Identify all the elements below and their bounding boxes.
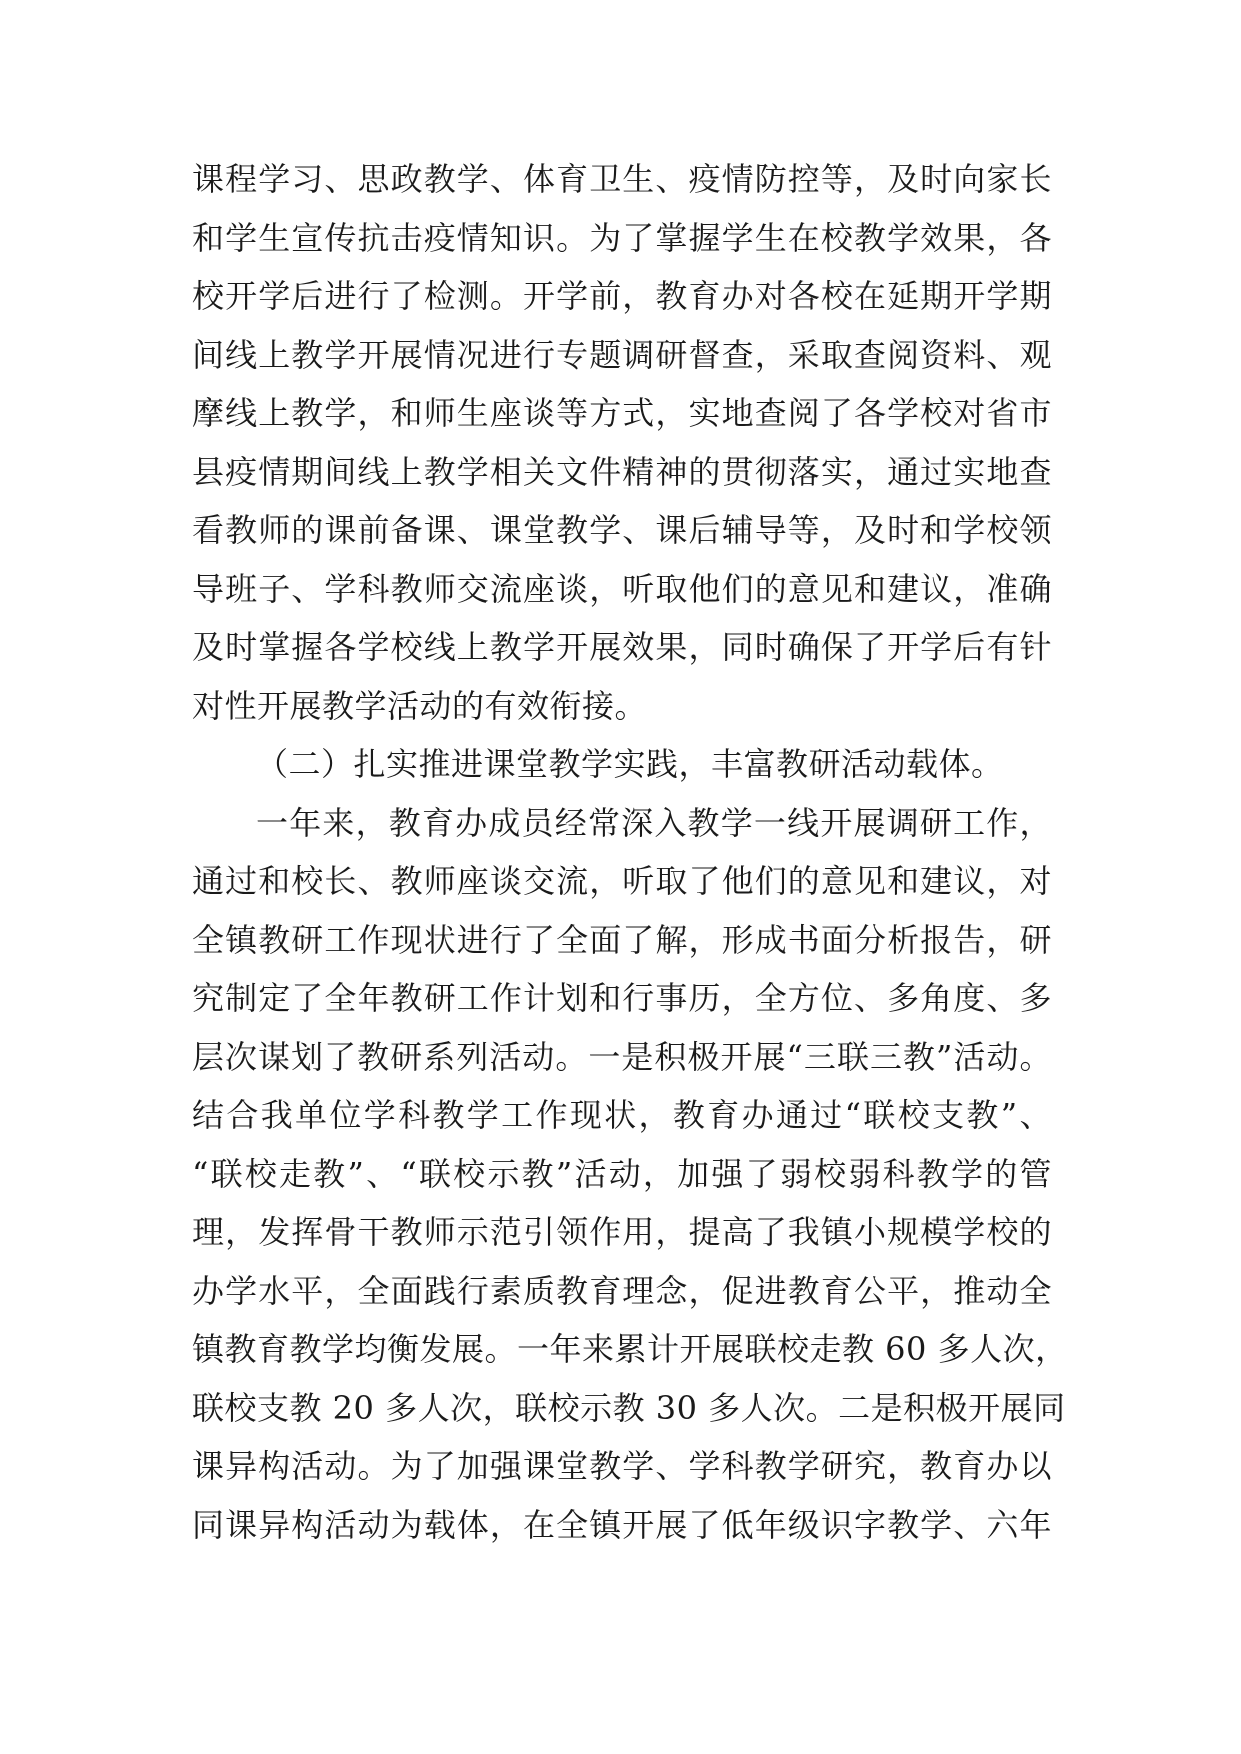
paragraph-1	[192, 150, 1052, 735]
text-line: 联校支教 20 多人次，联校示教 30 多人次。二是积极开展同	[192, 1388, 1066, 1427]
text-line: 校开学后进行了检测。开学前，教育办对各校在延期开学期	[192, 277, 1052, 315]
text-line: 课程学习、思政教学、体育卫生、疫情防控等，及时向家长	[192, 160, 1052, 198]
text-line: 一年来，教育办成员经常深入教学一线开展调研工作，	[256, 803, 1052, 842]
text-line: 通过和校长、教师座谈交流，听取了他们的意见和建议，对	[192, 862, 1052, 900]
text-line: 理，发挥骨干教师示范引领作用，提高了我镇小规模学校的	[192, 1213, 1052, 1251]
text-line: 同课异构活动为载体，在全镇开展了低年级识字教学、六年	[192, 1505, 1052, 1544]
text-line: 间线上教学开展情况进行专题调研督查，采取查阅资料、观	[192, 335, 1052, 374]
text-line: 层次谋划了教研系列活动。一是积极开展“三联三教”活动。	[192, 1037, 1052, 1076]
text-line: 究制定了全年教研工作计划和行事历，全方位、多角度、多	[192, 979, 1052, 1017]
text-line: 全镇教研工作现状进行了全面了解，形成书面分析报告，研	[192, 920, 1052, 959]
text-line: 办学水平，全面践行素质教育理念，促进教育公平，推动全	[192, 1271, 1052, 1310]
text-line: 镇教育教学均衡发展。一年来累计开展联校走教 60 多人次，	[192, 1330, 1068, 1368]
text-line: 课异构活动。为了加强课堂教学、学科教学研究，教育办以	[192, 1447, 1052, 1485]
text-line: 结合我单位学科教学工作现状，教育办通过“联校支教”、	[192, 1096, 1052, 1134]
text-line: 县疫情期间线上教学相关文件精神的贯彻落实，通过实地查	[192, 452, 1052, 491]
text-line: 和学生宣传抗击疫情知识。为了掌握学生在校教学效果，各	[192, 218, 1052, 257]
section-heading: （二）扎实推进课堂教学实践，丰富教研活动载体。	[256, 745, 1004, 783]
text-line: 摩线上教学，和师生座谈等方式，实地查阅了各学校对省市	[192, 394, 1052, 432]
text-line: “联校走教”、“联校示教”活动，加强了弱校弱科教学的管	[192, 1154, 1052, 1193]
text-line: 看教师的课前备课、课堂教学、课后辅导等，及时和学校领	[192, 511, 1052, 549]
text-line: 导班子、学科教师交流座谈，听取他们的意见和建议，准确	[192, 569, 1052, 608]
text-line: 对性开展教学活动的有效衔接。	[192, 686, 648, 725]
text-line: 及时掌握各学校线上教学开展效果，同时确保了开学后有针	[192, 628, 1052, 666]
paragraph-2	[192, 794, 1068, 1555]
document-body	[192, 150, 1068, 1554]
